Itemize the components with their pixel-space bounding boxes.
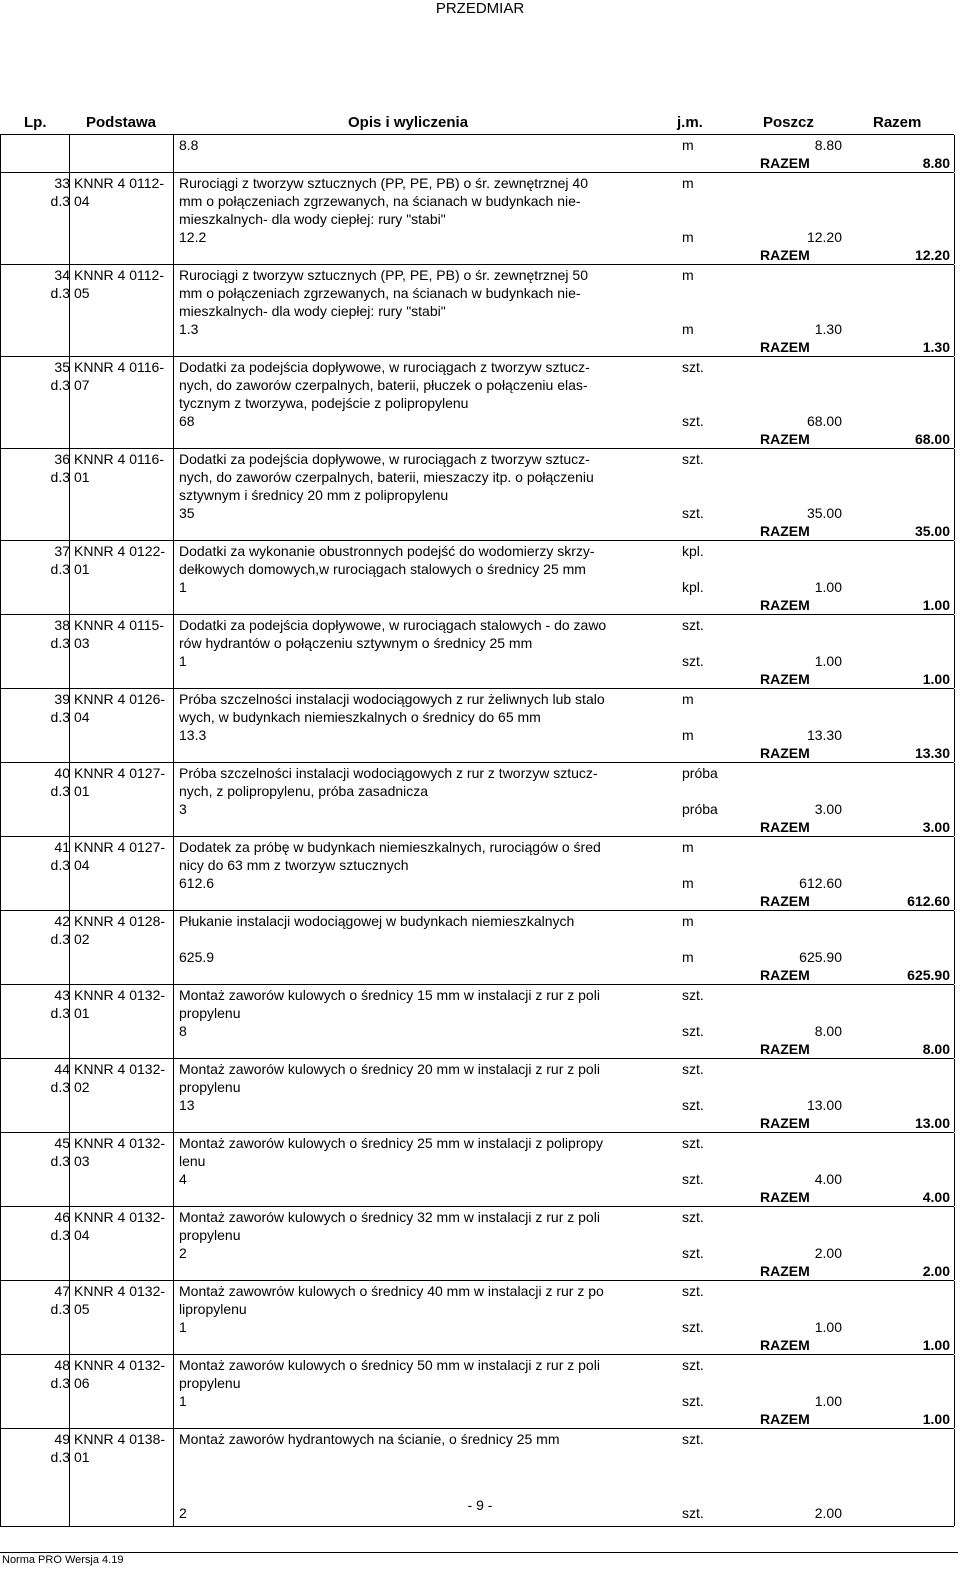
item-description-line: Rurociągi z tworzyw sztucznych (PP, PE, PB) o śr. zewnętrznej 50: [179, 267, 589, 283]
razem-label: RAZEM: [760, 819, 810, 835]
calc-value: 4: [179, 1171, 187, 1187]
item-number: 44: [54, 1061, 70, 1077]
razem-value: 3.00: [922, 819, 950, 835]
item-number: 43: [54, 987, 70, 1003]
item-description-line: propylenu: [179, 1227, 241, 1243]
calc-value: 13.3: [179, 727, 207, 743]
item-base: KNNR 4 0128-: [74, 913, 166, 929]
razem-value: 1.00: [922, 1411, 950, 1427]
header-poszcz: Poszcz: [763, 114, 814, 131]
item-number: 45: [54, 1135, 70, 1151]
razem-label: RAZEM: [760, 1189, 810, 1205]
item-base-suffix: 06: [74, 1375, 90, 1391]
calc-unit: m: [682, 229, 694, 245]
item-number: 33: [54, 175, 70, 191]
item-base: KNNR 4 0132-: [74, 1209, 166, 1225]
item-description-line: Montaż zaworów kulowych o średnicy 32 mm w instalacji z rur z poli: [179, 1209, 600, 1225]
table-row: [0, 1133, 954, 1207]
calc-value: 612.6: [179, 875, 215, 891]
column-divider: [0, 1281, 1, 1354]
item-base: KNNR 4 0127-: [74, 765, 166, 781]
item-unit: szt.: [682, 617, 704, 633]
item-description-line: propylenu: [179, 1375, 241, 1391]
item-base: KNNR 4 0116-: [74, 451, 165, 467]
column-divider: [0, 837, 1, 910]
item-base-suffix: 04: [74, 857, 90, 873]
calc-value: 68: [179, 413, 195, 429]
estimate-table: [0, 134, 954, 1527]
column-divider: [173, 173, 174, 264]
calc-value: 1.3: [179, 321, 199, 337]
calc-unit: próba: [682, 801, 718, 817]
column-divider: [69, 135, 70, 172]
item-number: 40: [54, 765, 70, 781]
item-description-line: Montaż zaworów kulowych o średnicy 15 mm w instalacji z rur z poli: [179, 987, 600, 1003]
item-base-suffix: 01: [74, 1449, 90, 1465]
item-ref: d.3: [50, 1375, 70, 1391]
column-divider: [0, 1355, 1, 1428]
razem-value: 1.00: [922, 597, 950, 613]
column-divider: [173, 357, 174, 448]
item-ref: d.3: [50, 561, 70, 577]
item-description-line: nych, z polipropylenu, próba zasadnicza: [179, 783, 429, 799]
razem-value: 1.00: [922, 1337, 950, 1353]
item-number: 42: [54, 913, 70, 929]
calc-unit: m: [682, 875, 694, 891]
razem-value: 1.00: [922, 671, 950, 687]
calc-unit: szt.: [682, 1171, 704, 1187]
calc-value: 35: [179, 505, 195, 521]
calc-unit: szt.: [682, 1393, 704, 1409]
calc-value: 8.8: [179, 137, 199, 153]
item-ref: d.3: [50, 709, 70, 725]
column-divider: [173, 449, 174, 540]
column-divider: [954, 135, 955, 172]
item-base: KNNR 4 0132-: [74, 987, 166, 1003]
item-ref: d.3: [50, 783, 70, 799]
item-ref: d.3: [50, 285, 70, 301]
item-unit: kpl.: [682, 543, 704, 559]
item-unit: m: [682, 913, 694, 929]
item-ref: d.3: [50, 1301, 70, 1317]
razem-label: RAZEM: [760, 1115, 810, 1131]
item-base: KNNR 4 0132-: [74, 1061, 166, 1077]
item-number: 39: [54, 691, 70, 707]
column-divider: [954, 541, 955, 614]
item-unit: szt.: [682, 451, 704, 467]
calc-unit: szt.: [682, 1505, 704, 1521]
column-divider: [0, 265, 1, 356]
item-base-suffix: 03: [74, 635, 90, 651]
table-header: [0, 112, 960, 132]
item-description-line: propylenu: [179, 1005, 241, 1021]
item-description-line: Montaż zaworów kulowych o średnicy 20 mm w instalacji z rur z poli: [179, 1061, 600, 1077]
item-description-line: Płukanie instalacji wodociągowej w budynkach niemieszkalnych: [179, 913, 575, 929]
column-divider: [954, 357, 955, 448]
item-description-line: Montaż zaworów kulowych o średnicy 25 mm w instalacji z polipropy: [179, 1135, 604, 1151]
column-divider: [0, 173, 1, 264]
item-ref: d.3: [50, 1079, 70, 1095]
column-divider: [0, 541, 1, 614]
quantity: 35.00: [806, 505, 842, 521]
item-number: 47: [54, 1283, 70, 1299]
item-base-suffix: 05: [74, 1301, 90, 1317]
table-row: [0, 265, 954, 357]
column-divider: [173, 1059, 174, 1132]
item-description-line: Dodatek za próbę w budynkach niemieszkalnych, rurociągów o śred: [179, 839, 601, 855]
item-base: KNNR 4 0138-: [74, 1431, 166, 1447]
item-base-suffix: 04: [74, 193, 90, 209]
razem-label: RAZEM: [760, 1337, 810, 1353]
column-divider: [0, 985, 1, 1058]
item-unit: szt.: [682, 987, 704, 1003]
item-description-line: mm o połączeniach zgrzewanych, na ścianach w budynkach nie-: [179, 285, 581, 301]
quantity: 8.80: [814, 137, 842, 153]
table-row: [0, 541, 954, 615]
razem-label: RAZEM: [760, 1411, 810, 1427]
column-divider: [954, 985, 955, 1058]
table-row: [0, 1355, 954, 1429]
item-description-line: Montaż zaworów hydrantowych na ścianie, o średnicy 25 mm: [179, 1431, 560, 1447]
calc-unit: szt.: [682, 505, 704, 521]
item-ref: d.3: [50, 931, 70, 947]
razem-value: 612.60: [907, 893, 950, 909]
column-divider: [954, 763, 955, 836]
razem-label: RAZEM: [760, 1263, 810, 1279]
quantity: 1.00: [814, 1393, 842, 1409]
item-description-line: Dodatki za podejścia dopływowe, w rurociągach z tworzyw sztucz-: [179, 359, 590, 375]
item-unit: szt.: [682, 1357, 704, 1373]
footer-text: Norma PRO Wersja 4.19: [2, 1554, 124, 1566]
column-divider: [173, 1133, 174, 1206]
razem-value: 68.00: [914, 431, 950, 447]
item-ref: d.3: [50, 377, 70, 393]
item-number: 35: [54, 359, 70, 375]
razem-label: RAZEM: [760, 671, 810, 687]
item-ref: d.3: [50, 1449, 70, 1465]
column-divider: [173, 763, 174, 836]
column-divider: [0, 1207, 1, 1280]
item-number: 38: [54, 617, 70, 633]
item-description-line: Rurociągi z tworzyw sztucznych (PP, PE, PB) o śr. zewnętrznej 40: [179, 175, 589, 191]
item-description-line: mieszkalnych- dla wody ciepłej: rury "stabi": [179, 303, 446, 319]
document-title: PRZEDMIAR: [435, 0, 525, 17]
razem-value: 2.00: [922, 1263, 950, 1279]
column-divider: [173, 1207, 174, 1280]
item-description-line: dełkowych domowych,w rurociągach stalowych o średnicy 25 mm: [179, 561, 586, 577]
column-divider: [954, 1059, 955, 1132]
column-divider: [954, 689, 955, 762]
table-row: [0, 173, 954, 265]
item-base: KNNR 4 0132-: [74, 1357, 166, 1373]
column-divider: [954, 911, 955, 984]
item-description-line: Montaż zawowrów kulowych o średnicy 40 mm w instalacji z rur z po: [179, 1283, 604, 1299]
column-divider: [0, 763, 1, 836]
item-unit: m: [682, 691, 694, 707]
razem-value: 13.30: [914, 745, 950, 761]
item-description-line: nicy do 63 mm z tworzyw sztucznych: [179, 857, 409, 873]
quantity: 1.00: [814, 1319, 842, 1335]
item-base-suffix: 01: [74, 469, 90, 485]
calc-unit: szt.: [682, 1245, 704, 1261]
item-number: 37: [54, 543, 70, 559]
column-divider: [173, 265, 174, 356]
calc-unit: m: [682, 137, 694, 153]
item-description-line: Montaż zaworów kulowych o średnicy 50 mm w instalacji z rur z poli: [179, 1357, 600, 1373]
header-podstawa: Podstawa: [86, 114, 157, 131]
quantity: 4.00: [814, 1171, 842, 1187]
item-base: KNNR 4 0115-: [74, 617, 165, 633]
item-unit: próba: [682, 765, 718, 781]
item-base: KNNR 4 0127-: [74, 839, 166, 855]
item-base-suffix: 01: [74, 561, 90, 577]
item-number: 41: [54, 839, 70, 855]
item-number: 49: [54, 1431, 70, 1447]
razem-value: 8.80: [922, 155, 950, 171]
table-row: [0, 1281, 954, 1355]
item-description-line: Dodatki za podejścia dopływowe, w rurociągach z tworzyw sztucz-: [179, 451, 590, 467]
razem-label: RAZEM: [760, 967, 810, 983]
quantity: 1.00: [814, 579, 842, 595]
item-base-suffix: 07: [74, 377, 90, 393]
quantity: 3.00: [814, 801, 842, 817]
carry-over-row: [0, 134, 954, 173]
item-number: 34: [54, 267, 70, 283]
razem-value: 12.20: [914, 247, 950, 263]
calc-value: 1: [179, 1393, 187, 1409]
item-ref: d.3: [50, 469, 70, 485]
item-description-line: Dodatki za podejścia dopływowe, w rurociągach stalowych - do zawo: [179, 617, 607, 633]
razem-label: RAZEM: [760, 1041, 810, 1057]
column-divider: [173, 1281, 174, 1354]
item-base-suffix: 03: [74, 1153, 90, 1169]
item-ref: d.3: [50, 1005, 70, 1021]
item-ref: d.3: [50, 1227, 70, 1243]
quantity: 8.00: [814, 1023, 842, 1039]
table-row: [0, 911, 954, 985]
column-divider: [0, 689, 1, 762]
calc-unit: szt.: [682, 1023, 704, 1039]
header-jm: j.m.: [677, 114, 703, 131]
item-description-line: mm o połączeniach zgrzewanych, na ścianach w budynkach nie-: [179, 193, 581, 209]
quantity: 68.00: [806, 413, 842, 429]
calc-unit: m: [682, 727, 694, 743]
quantity: 2.00: [814, 1505, 842, 1521]
calc-unit: szt.: [682, 413, 704, 429]
column-divider: [173, 911, 174, 984]
table-row: [0, 763, 954, 837]
razem-label: RAZEM: [760, 247, 810, 263]
column-divider: [954, 1355, 955, 1428]
table-row: [0, 837, 954, 911]
razem-value: 4.00: [922, 1189, 950, 1205]
razem-label: RAZEM: [760, 745, 810, 761]
calc-unit: kpl.: [682, 579, 704, 595]
item-base: KNNR 4 0126-: [74, 691, 166, 707]
quantity: 12.20: [806, 229, 842, 245]
calc-unit: m: [682, 949, 694, 965]
item-ref: d.3: [50, 635, 70, 651]
item-base: KNNR 4 0132-: [74, 1283, 166, 1299]
item-unit: szt.: [682, 359, 704, 375]
item-unit: szt.: [682, 1061, 704, 1077]
razem-label: RAZEM: [760, 339, 810, 355]
razem-value: 8.00: [922, 1041, 950, 1057]
column-divider: [0, 615, 1, 688]
item-description-line: propylenu: [179, 1079, 241, 1095]
calc-value: 2: [179, 1505, 187, 1521]
razem-value: 625.90: [907, 967, 950, 983]
item-description-line: tycznym z tworzywa, podejście z polipropylenu: [179, 395, 469, 411]
item-unit: szt.: [682, 1209, 704, 1225]
item-number: 48: [54, 1357, 70, 1373]
razem-value: 13.00: [914, 1115, 950, 1131]
item-unit: m: [682, 267, 694, 283]
table-row: [0, 1059, 954, 1133]
item-number: 46: [54, 1209, 70, 1225]
item-description-line: lipropylenu: [179, 1301, 247, 1317]
header-lp: Lp.: [24, 114, 47, 131]
item-description-line: nych, do zaworów czerpalnych, baterii, płuczek o połączeniu elas-: [179, 377, 588, 393]
item-base-suffix: 02: [74, 1079, 90, 1095]
calc-unit: m: [682, 321, 694, 337]
quantity: 612.60: [799, 875, 842, 891]
item-ref: d.3: [50, 1153, 70, 1169]
quantity: 13.00: [806, 1097, 842, 1113]
calc-value: 13: [179, 1097, 195, 1113]
item-base-suffix: 02: [74, 931, 90, 947]
table-row: [0, 449, 954, 541]
header-opis: Opis i wyliczenia: [348, 114, 469, 131]
razem-label: RAZEM: [760, 893, 810, 909]
calc-unit: szt.: [682, 653, 704, 669]
item-base: KNNR 4 0112-: [74, 267, 165, 283]
quantity: 2.00: [814, 1245, 842, 1261]
item-base-suffix: 05: [74, 285, 90, 301]
item-description-line: Próba szczelności instalacji wodociągowych z rur z tworzyw sztucz-: [179, 765, 598, 781]
column-divider: [173, 541, 174, 614]
calc-value: 1: [179, 653, 187, 669]
item-description-line: wych, w budynkach niemieszkalnych o średnicy do 65 mm: [179, 709, 541, 725]
column-divider: [0, 357, 1, 448]
item-number: 36: [54, 451, 70, 467]
razem-label: RAZEM: [760, 523, 810, 539]
calc-value: 3: [179, 801, 187, 817]
item-base: KNNR 4 0132-: [74, 1135, 166, 1151]
page-number: - 9 -: [467, 1497, 493, 1513]
column-divider: [173, 689, 174, 762]
column-divider: [0, 449, 1, 540]
item-description-line: sztywnym i średnicy 20 mm z polipropylenu: [179, 487, 449, 503]
column-divider: [954, 1207, 955, 1280]
calc-value: 12.2: [179, 229, 207, 245]
column-divider: [173, 135, 174, 172]
calc-value: 625.9: [179, 949, 215, 965]
column-divider: [0, 1133, 1, 1206]
item-base-suffix: 01: [74, 783, 90, 799]
quantity: 1.00: [814, 653, 842, 669]
item-base-suffix: 04: [74, 1227, 90, 1243]
column-divider: [954, 1133, 955, 1206]
razem-label: RAZEM: [760, 597, 810, 613]
table-row: [0, 1207, 954, 1281]
item-unit: szt.: [682, 1431, 704, 1447]
item-base: KNNR 4 0116-: [74, 359, 165, 375]
calc-value: 1: [179, 1319, 187, 1335]
item-base: KNNR 4 0122-: [74, 543, 166, 559]
column-divider: [173, 985, 174, 1058]
calc-value: 2: [179, 1245, 187, 1261]
item-unit: m: [682, 175, 694, 191]
quantity: 13.30: [806, 727, 842, 743]
column-divider: [954, 265, 955, 356]
razem-label: RAZEM: [760, 155, 810, 171]
calc-unit: szt.: [682, 1319, 704, 1335]
item-base-suffix: 01: [74, 1005, 90, 1021]
column-divider: [0, 1059, 1, 1132]
column-divider: [0, 135, 1, 172]
item-description-line: mieszkalnych- dla wody ciepłej: rury "stabi": [179, 211, 446, 227]
quantity: 625.90: [799, 949, 842, 965]
quantity: 1.30: [814, 321, 842, 337]
column-divider: [954, 1281, 955, 1354]
item-base: KNNR 4 0112-: [74, 175, 165, 191]
column-divider: [173, 837, 174, 910]
calc-value: 1: [179, 579, 187, 595]
table-row: [0, 357, 954, 449]
column-divider: [954, 449, 955, 540]
table-row: [0, 689, 954, 763]
item-ref: d.3: [50, 193, 70, 209]
razem-value: 1.30: [922, 339, 950, 355]
column-divider: [954, 615, 955, 688]
column-divider: [173, 1355, 174, 1428]
item-unit: szt.: [682, 1283, 704, 1299]
column-divider: [0, 911, 1, 984]
calc-value: 8: [179, 1023, 187, 1039]
column-divider: [173, 615, 174, 688]
razem-value: 35.00: [914, 523, 950, 539]
item-base-suffix: 04: [74, 709, 90, 725]
item-description-line: Dodatki za wykonanie obustronnych podejść do wodomierzy skrzy-: [179, 543, 595, 559]
item-description-line: rów hydrantów o połączeniu sztywnym o średnicy 25 mm: [179, 635, 533, 651]
item-ref: d.3: [50, 857, 70, 873]
column-divider: [954, 173, 955, 264]
table-row: [0, 615, 954, 689]
footer-divider: [0, 1552, 958, 1553]
item-unit: szt.: [682, 1135, 704, 1151]
item-unit: m: [682, 839, 694, 855]
item-description-line: nych, do zaworów czerpalnych, baterii, mieszaczy itp. o połączeniu: [179, 469, 594, 485]
calc-unit: szt.: [682, 1097, 704, 1113]
header-razem: Razem: [873, 114, 922, 131]
column-divider: [954, 837, 955, 910]
razem-label: RAZEM: [760, 431, 810, 447]
item-description-line: Próba szczelności instalacji wodociągowych z rur żeliwnych lub stalo: [179, 691, 605, 707]
item-description-line: lenu: [179, 1153, 206, 1169]
table-row: [0, 985, 954, 1059]
